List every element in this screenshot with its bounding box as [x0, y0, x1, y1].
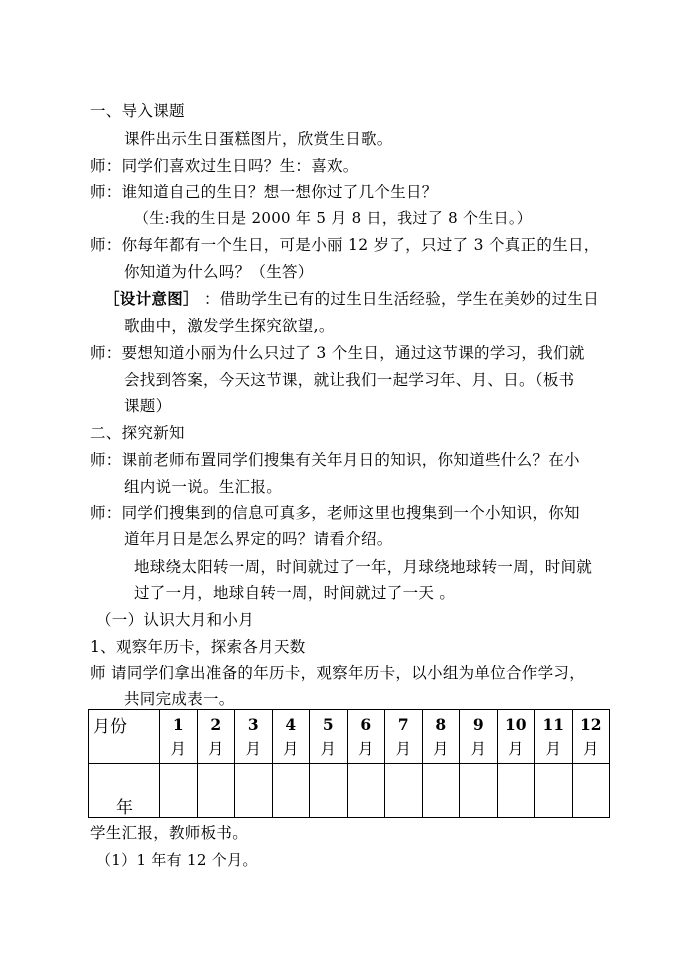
month-cell-11: 11 月 — [535, 710, 573, 764]
empty-cell — [235, 764, 273, 818]
month-cell-9: 9 月 — [460, 710, 498, 764]
text-line: 师：同学们搜集到的信息可真多，老师这里也搜集到一个小知识，你知 — [90, 504, 580, 522]
table-row — [89, 764, 610, 818]
empty-cell — [535, 764, 573, 818]
row-label-cell — [89, 764, 160, 818]
design-intent-label: ［设计意图］ — [104, 289, 199, 308]
table-header-row — [89, 710, 610, 764]
empty-cell — [422, 764, 460, 818]
month-cell-4: 4 月 — [272, 710, 310, 764]
text-line: 师：你每年都有一个生日，可是小丽 12 岁了，只过了 3 个真正的生日， — [90, 236, 600, 254]
text-line: 会找到答案，今天这节课，就让我们一起学习年、月、日。（板书 — [124, 371, 575, 389]
month-cell-6: 6 月 — [347, 710, 385, 764]
month-cell-10: 10 月 — [497, 710, 535, 764]
text-line: 课题） — [124, 397, 172, 415]
empty-cell — [460, 764, 498, 818]
text-line: 学生汇报，教师板书。 — [90, 824, 249, 842]
month-cell-1: 1 月 — [160, 710, 198, 764]
text-line: （生:我的生日是 2000 年 5 月 8 日，我过了 8 个生日。） — [134, 209, 533, 227]
month-cell-8: 8 月 — [422, 710, 460, 764]
text-line: 课件出示生日蛋糕图片，欣赏生日歌。 — [124, 130, 393, 148]
section-heading: 一、导入课题 — [90, 102, 185, 120]
text-line: 歌曲中，激发学生探究欲望,。 — [124, 317, 335, 335]
empty-cell — [572, 764, 610, 818]
month-cell-7: 7 月 — [385, 710, 423, 764]
text-line: 师：谁知道自己的生日？想一想你过了几个生日？ — [90, 183, 438, 201]
empty-cell — [160, 764, 198, 818]
month-cell-12: 12 月 — [572, 710, 610, 764]
text-line: 你知道为什么吗？（生答） — [124, 263, 314, 281]
text-line: 组内说一说。生汇报。 — [124, 478, 283, 496]
text-line: 地球绕太阳转一周，时间就过了一年，月球绕地球转一周，时间就 — [134, 558, 593, 576]
text-line: 共同完成表一。 — [124, 690, 235, 708]
text-line: （1）1 年有 12 个月。 — [96, 851, 258, 869]
month-header-label: 月份 — [93, 717, 127, 737]
header-cell — [89, 710, 160, 764]
text-line: 师：同学们喜欢过生日吗？生：喜欢。 — [90, 157, 359, 175]
month-cell-3: 3 月 — [235, 710, 273, 764]
month-cell-2: 2 月 — [197, 710, 235, 764]
text-line: 师 请同学们拿出准备的年历卡，观察年历卡，以小组为单位合作学习， — [90, 664, 586, 682]
subsection-heading: （一）认识大月和小月 — [96, 611, 255, 629]
section-heading: 二、探究新知 — [90, 424, 185, 442]
text-line: ：借助学生已有的过生日生活经验，学生在美妙的过生日 — [204, 290, 600, 308]
empty-cell — [310, 764, 348, 818]
text-line: 1、观察年历卡，探索各月天数 — [90, 638, 306, 656]
empty-cell — [347, 764, 385, 818]
month-days-table — [88, 709, 610, 818]
year-row-label: 年 — [116, 798, 133, 818]
empty-cell — [497, 764, 535, 818]
empty-cell — [197, 764, 235, 818]
empty-cell — [385, 764, 423, 818]
empty-cell — [272, 764, 310, 818]
text-line: 道年月日是怎么界定的吗？请看介绍。 — [124, 530, 393, 548]
text-line: 师：要想知道小丽为什么只过了 3 个生日，通过这节课的学习，我们就 — [90, 344, 585, 362]
month-cell-5: 5 月 — [310, 710, 348, 764]
text-line: 过了一月，地球自转一周，时间就过了一天 。 — [134, 584, 456, 602]
text-line: 师：课前老师布置同学们搜集有关年月日的知识，你知道些什么？在小 — [90, 451, 580, 469]
